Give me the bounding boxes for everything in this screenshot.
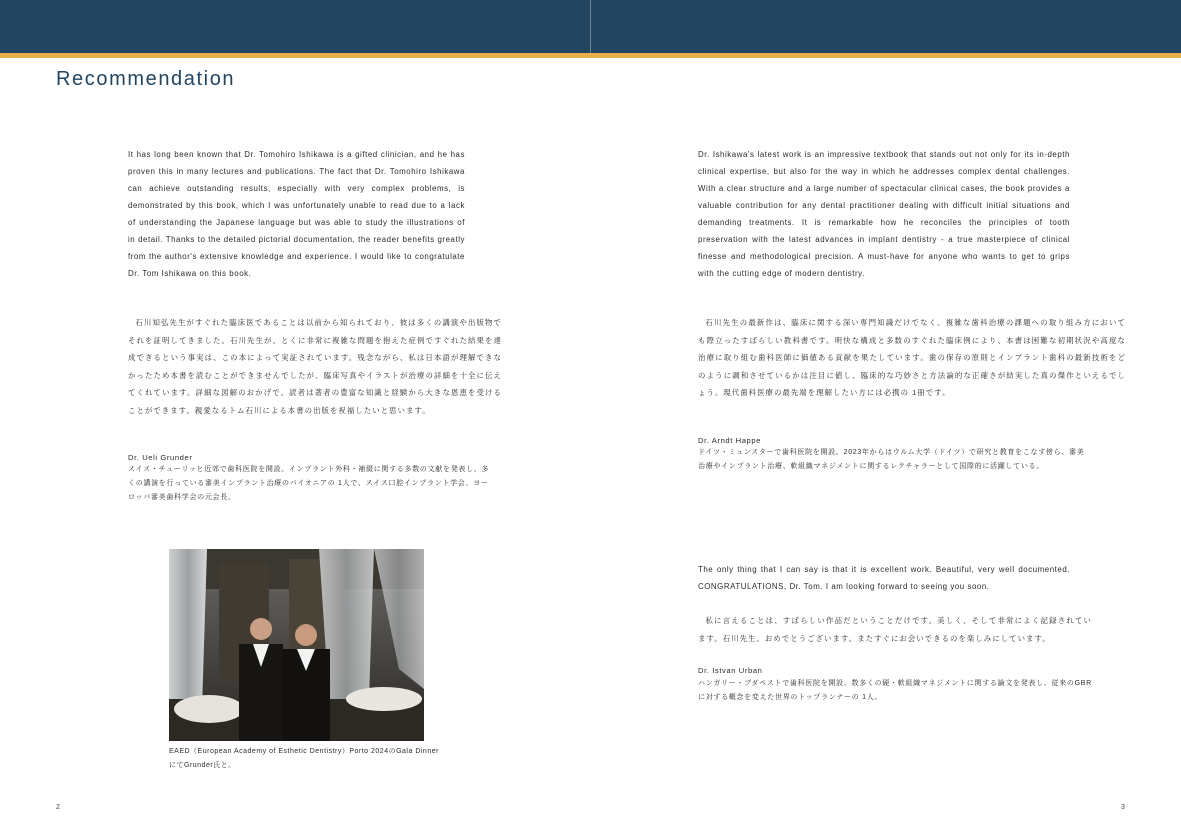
page-number-left: 2	[56, 804, 60, 811]
photo-caption: EAED（European Academy of Esthetic Dentistry）Porto 2024のGala DinnerにてGrunder氏と。	[169, 748, 439, 769]
happe-japanese-text: 石川先生の最新作は、臨床に関する深い専門知識だけでなく、複雑な歯科治療の課題への取り組み方においても際立ったすばらしい教科書です。明快な構成と多数のすぐれた臨床例により、本書は困難な初期状況や高度な治療に取り組む歯科医師に価値ある貢献を果たしています。歯の保存の原則とインプラント歯科の最新技術をどのように調和させているかは注目に値し、臨床的な巧妙さと方法論的な正確さが結実した真の傑作といえるでしょう。現代歯科医療の最先端を理解したい方には必携の 1冊です。	[698, 318, 1126, 397]
header-accent-stripe	[0, 53, 1181, 58]
urban-english-text: The only thing that I can say is that it is excellent work. Beautiful, very well documented. CONGRATULATIONS, Dr. Tom. I am looking forward to seeing you soon.	[698, 565, 1070, 591]
header-divider	[590, 0, 591, 53]
happe-english-text: Dr. Ishikawa's latest work is an impressive textbook that stands out not only for its in-depth clinical expertise, but also for the way in which he addresses complex dental challenges. With a clear structure and a large number of spectacular clinical cases, the book provides a valuable contribution for any dental practitioner dealing with difficult initial situations and demanding treatments. It is remarkable how he reconciles the principles of tooth preservation with the latest advances in implant dentistry - a true masterpiece of clinical finesse and methodological precision. A must-have for anyone who wants to get to grips with the cutting edge of modern dentistry.	[698, 150, 1070, 278]
page-number-right: 3	[1121, 804, 1125, 811]
grunder-japanese-text: 石川知弘先生がすぐれた臨床医であることは以前から知られており、彼は多くの講演や出版物でそれを証明してきました。石川先生が、とくに非常に複雑な問題を抱えた症例ですぐれた結果を達成できるという事実は、この本によって実証されています。残念ながら、私は日本語が理解できなかったため本書を読むことができませんでしたが、臨床写真やイラストが治療の詳細を十全に伝えてくれています。詳細な図解のおかげで、読者は著者の豊富な知識と経験から大きな恩恵を受けることができます。親愛なるトム石川による本書の出版を祝福したいと思います。	[128, 318, 502, 415]
bio-urban: ハンガリー・ブダペストで歯科医院を開設。数多くの硬・軟組織マネジメントに関する論文を発表し、従来のGBRに対する概念を変えた世界のトップランナーの 1人。	[698, 680, 1092, 701]
grunder-english-text: It has long been known that Dr. Tomohiro Ishikawa is a gifted clinician, and he has proven this in many lectures and publications. The fact that Dr. Tomohiro Ishikawa can achieve outstanding results, especially with very complex problems, is demonstrated by this book, which I was unfortunately unable to read due to a lack of understanding the Japanese language but was able to study the illustrations of in detail. Thanks to the detailed pictorial documentation, the reader benefits greatly from the author's extensive knowledge and experience. I would like to congratulate Dr. Tom Ishikawa on this book.	[128, 150, 465, 278]
page-title: Recommendation	[56, 68, 236, 90]
bio-grunder: スイス・チューリッヒ近郊で歯科医院を開設。インプラント外科・補綴に関する多数の文献を発表し、多くの講演を行っている審美インプラント治療のパイオニアの 1人で、スイス口腔インプラント学会、ヨーロッパ審美歯科学会の元会長。	[128, 466, 490, 501]
urban-japanese-text: 私に言えることは、すばらしい作品だということだけです。美しく、そして非常によく記録されています。石川先生、おめでとうございます。またすぐにお会いできるのを楽しみにしています。	[698, 616, 1092, 643]
author-grunder: Dr. Ueli Grunder	[128, 453, 193, 462]
photo-illustration	[169, 549, 424, 741]
gala-dinner-photo	[169, 549, 424, 741]
author-urban: Dr. Istvan Urban	[698, 666, 763, 675]
bio-happe: ドイツ・ミュンスターで歯科医院を開設。2023年からはウルム大学（ドイツ）で研究と教育をこなす傍ら、審美治療やインプラント治療、軟組織マネジメントに関するレクチャラーとして国際的に活躍している。	[698, 449, 1085, 470]
author-happe: Dr. Arndt Happe	[698, 436, 762, 445]
